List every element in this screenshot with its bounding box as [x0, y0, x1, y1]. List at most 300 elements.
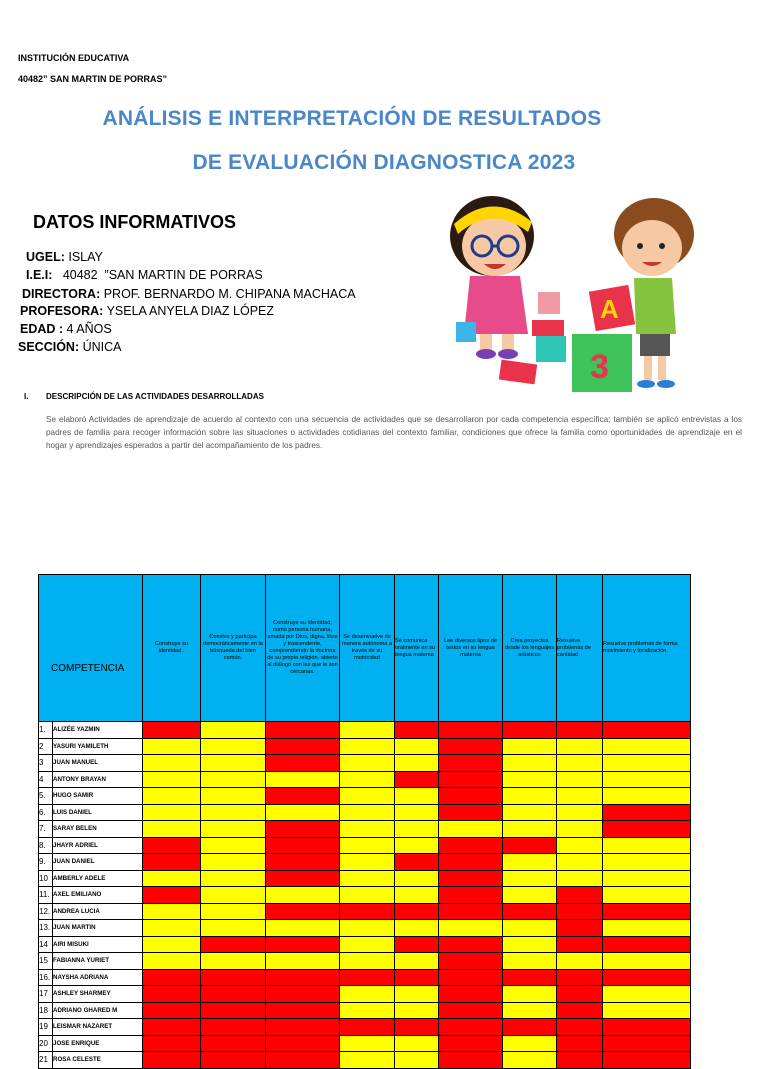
result-cell-red: [201, 1052, 266, 1069]
row-number: 12.: [39, 903, 53, 920]
result-cell-red: [439, 870, 503, 887]
result-cell-yellow: [503, 1035, 557, 1052]
table-row: [39, 870, 691, 887]
result-cell-red: [395, 1019, 439, 1036]
result-cell-yellow: [266, 953, 340, 970]
result-cell-red: [603, 969, 691, 986]
row-number: 7.: [39, 821, 53, 838]
result-cell-yellow: [340, 821, 395, 838]
result-cell-red: [603, 804, 691, 821]
result-cell-yellow: [395, 870, 439, 887]
red-bar-block: [499, 360, 537, 385]
result-cell-yellow: [201, 738, 266, 755]
result-cell-yellow: [557, 738, 603, 755]
student-name: ALIZÉE YAZMIN: [53, 722, 143, 739]
column-header: Se comunica oralmente en su lengua materna: [395, 575, 439, 722]
result-cell-yellow: [201, 788, 266, 805]
result-cell-red: [439, 1035, 503, 1052]
result-cell-red: [201, 1035, 266, 1052]
seccion-line: [18, 340, 122, 354]
pink-block: [538, 292, 560, 314]
svg-text:A: A: [600, 294, 619, 324]
student-name: ASHLEY SHARMEY: [53, 986, 143, 1003]
result-cell-yellow: [557, 804, 603, 821]
result-cell-yellow: [557, 755, 603, 772]
result-cell-yellow: [395, 953, 439, 970]
result-cell-red: [439, 804, 503, 821]
result-cell-yellow: [395, 1002, 439, 1019]
result-cell-red: [143, 837, 201, 854]
result-cell-yellow: [340, 854, 395, 871]
result-cell-yellow: [143, 755, 201, 772]
row-number: 6.: [39, 804, 53, 821]
result-cell-red: [201, 936, 266, 953]
result-cell-yellow: [503, 870, 557, 887]
student-name: JUAN MARTIN: [53, 920, 143, 937]
result-cell-yellow: [340, 986, 395, 1003]
ugel-label: UGEL:: [26, 250, 65, 264]
result-cell-yellow: [603, 771, 691, 788]
result-cell-yellow: [603, 920, 691, 937]
result-cell-yellow: [503, 804, 557, 821]
edad-value: 4 AÑOS: [63, 322, 112, 336]
result-cell-red: [603, 1019, 691, 1036]
result-cell-yellow: [557, 854, 603, 871]
result-cell-red: [557, 1002, 603, 1019]
iei-label: I.E.I:: [26, 268, 53, 282]
result-cell-yellow: [557, 953, 603, 970]
result-cell-yellow: [395, 1035, 439, 1052]
result-cell-red: [439, 771, 503, 788]
student-name: JOSE ENRIQUE: [53, 1035, 143, 1052]
result-cell-red: [503, 1019, 557, 1036]
table-row: [39, 722, 691, 739]
result-cell-red: [557, 986, 603, 1003]
student-name: JUAN DANIEL: [53, 854, 143, 871]
row-number: 5.: [39, 788, 53, 805]
result-cell-yellow: [503, 755, 557, 772]
result-cell-yellow: [201, 722, 266, 739]
result-cell-red: [143, 1052, 201, 1069]
result-cell-yellow: [201, 755, 266, 772]
result-cell-red: [266, 1002, 340, 1019]
result-cell-yellow: [503, 771, 557, 788]
result-cell-red: [143, 986, 201, 1003]
result-cell-yellow: [340, 837, 395, 854]
result-cell-red: [503, 722, 557, 739]
table-row: [39, 920, 691, 937]
result-cell-yellow: [340, 870, 395, 887]
table-row: [39, 804, 691, 821]
page-title-line1: ANÁLISIS E INTERPRETACIÓN DE RESULTADOS: [102, 107, 602, 130]
result-cell-yellow: [143, 870, 201, 887]
row-number: 20: [39, 1035, 53, 1052]
row-number: 17: [39, 986, 53, 1003]
result-cell-red: [439, 1052, 503, 1069]
row-number: 13.: [39, 920, 53, 937]
column-header: Construye su identidad .: [143, 575, 201, 722]
result-cell-yellow: [340, 1035, 395, 1052]
result-cell-yellow: [603, 755, 691, 772]
result-cell-yellow: [201, 821, 266, 838]
result-cell-yellow: [340, 804, 395, 821]
result-cell-red: [439, 903, 503, 920]
profesora-value: YSELA ANYELA DIAZ LÓPEZ: [103, 304, 275, 318]
result-cell-yellow: [143, 804, 201, 821]
result-cell-red: [201, 1019, 266, 1036]
result-cell-yellow: [340, 920, 395, 937]
result-cell-yellow: [201, 870, 266, 887]
table-row: [39, 903, 691, 920]
teal-block: [536, 336, 566, 362]
row-number: 19: [39, 1019, 53, 1036]
result-cell-red: [439, 969, 503, 986]
result-cell-red: [503, 969, 557, 986]
result-cell-red: [439, 722, 503, 739]
result-cell-yellow: [266, 920, 340, 937]
result-cell-yellow: [503, 887, 557, 904]
result-cell-red: [266, 854, 340, 871]
student-name: ROSA CELESTE: [53, 1052, 143, 1069]
result-cell-red: [266, 821, 340, 838]
table-body: [39, 722, 691, 1069]
result-cell-red: [439, 738, 503, 755]
table-row: [39, 1035, 691, 1052]
result-cell-yellow: [143, 788, 201, 805]
result-cell-yellow: [340, 722, 395, 739]
result-cell-yellow: [557, 870, 603, 887]
result-cell-yellow: [340, 755, 395, 772]
result-cell-red: [395, 722, 439, 739]
result-cell-red: [143, 1002, 201, 1019]
table-row: [39, 936, 691, 953]
result-cell-red: [266, 1019, 340, 1036]
table-row: [39, 1002, 691, 1019]
student-name: JHAYR ADRIEL: [53, 837, 143, 854]
edad-label: EDAD :: [20, 322, 64, 336]
column-header: Resuelve problemas de forma movimiento y localización.: [603, 575, 691, 722]
result-cell-red: [143, 1019, 201, 1036]
row-number: 2: [39, 738, 53, 755]
result-cell-yellow: [603, 788, 691, 805]
student-name: NAYSHA ADRIANA: [53, 969, 143, 986]
result-cell-red: [603, 821, 691, 838]
result-cell-yellow: [395, 755, 439, 772]
table-row: [39, 986, 691, 1003]
result-cell-red: [503, 903, 557, 920]
row-number: 18: [39, 1002, 53, 1019]
result-cell-yellow: [266, 804, 340, 821]
table-row: [39, 738, 691, 755]
result-cell-red: [439, 887, 503, 904]
result-cell-red: [603, 936, 691, 953]
result-cell-yellow: [503, 821, 557, 838]
result-cell-yellow: [603, 738, 691, 755]
result-cell-yellow: [395, 1052, 439, 1069]
column-header: Construye su identidad, como persona humana, amada por Dios, digna, libre y trascendente, comprendiendo la doctrina de su propia religión, abierto al diálogo con las que le son cercanas.: [266, 575, 340, 722]
result-cell-red: [439, 837, 503, 854]
result-cell-red: [266, 969, 340, 986]
iei-line: [26, 268, 263, 282]
result-cell-red: [201, 969, 266, 986]
result-cell-red: [439, 755, 503, 772]
result-cell-yellow: [201, 887, 266, 904]
row-number: 1.: [39, 722, 53, 739]
row-number: 11.: [39, 887, 53, 904]
row-number: 3: [39, 755, 53, 772]
result-cell-yellow: [503, 738, 557, 755]
row-number: 21: [39, 1052, 53, 1069]
student-name: YASURI YAMILETH: [53, 738, 143, 755]
edad-line: [20, 322, 112, 336]
result-cell-yellow: [603, 887, 691, 904]
student-name: FABIANNA YURIET: [53, 953, 143, 970]
result-cell-yellow: [503, 920, 557, 937]
result-cell-red: [143, 1035, 201, 1052]
result-cell-red: [266, 1052, 340, 1069]
result-cell-yellow: [603, 1002, 691, 1019]
directora-value: PROF. BERNARDO M. CHIPANA MACHACA: [100, 287, 356, 301]
result-cell-red: [503, 837, 557, 854]
svg-text:3: 3: [590, 348, 609, 386]
result-cell-yellow: [395, 920, 439, 937]
description-number: I.: [24, 392, 29, 401]
result-cell-red: [395, 854, 439, 871]
row-number: 16.: [39, 969, 53, 986]
result-cell-yellow: [503, 854, 557, 871]
student-name: LUIS DANIEL: [53, 804, 143, 821]
result-cell-red: [557, 969, 603, 986]
row-number: 8.: [39, 837, 53, 854]
result-cell-red: [266, 788, 340, 805]
result-cell-yellow: [557, 788, 603, 805]
ugel-line: [26, 250, 103, 264]
table-row: [39, 771, 691, 788]
result-cell-red: [603, 903, 691, 920]
result-cell-yellow: [395, 986, 439, 1003]
result-cell-red: [266, 837, 340, 854]
result-cell-yellow: [340, 1052, 395, 1069]
result-cell-yellow: [503, 936, 557, 953]
result-cell-yellow: [143, 738, 201, 755]
result-cell-red: [557, 920, 603, 937]
result-cell-yellow: [201, 837, 266, 854]
result-cell-red: [143, 969, 201, 986]
row-number: 4: [39, 771, 53, 788]
competencia-header: COMPETENCIA: [39, 575, 143, 722]
profesora-line: [20, 304, 274, 318]
result-cell-yellow: [557, 821, 603, 838]
table-row: [39, 953, 691, 970]
result-cell-yellow: [503, 788, 557, 805]
result-cell-red: [266, 903, 340, 920]
result-cell-yellow: [503, 953, 557, 970]
result-cell-yellow: [201, 854, 266, 871]
result-cell-red: [201, 986, 266, 1003]
student-name: AIRI MISUKI: [53, 936, 143, 953]
table-row: [39, 854, 691, 871]
result-cell-yellow: [340, 771, 395, 788]
table-row: [39, 1052, 691, 1069]
result-cell-yellow: [395, 788, 439, 805]
student-name: JUAN MANUEL: [53, 755, 143, 772]
results-table: [38, 574, 691, 1069]
result-cell-yellow: [340, 738, 395, 755]
result-cell-red: [439, 953, 503, 970]
result-cell-red: [266, 936, 340, 953]
datos-heading: DATOS INFORMATIVOS: [33, 212, 237, 232]
result-cell-yellow: [395, 821, 439, 838]
result-cell-red: [201, 1002, 266, 1019]
result-cell-yellow: [603, 870, 691, 887]
row-number: 10: [39, 870, 53, 887]
student-name: SARAY BELEN: [53, 821, 143, 838]
result-cell-red: [603, 722, 691, 739]
result-cell-yellow: [340, 887, 395, 904]
result-cell-yellow: [266, 771, 340, 788]
result-cell-yellow: [503, 1002, 557, 1019]
iei-value: 40482 ”SAN MARTIN DE PORRAS: [52, 268, 263, 282]
table-row: [39, 887, 691, 904]
result-cell-yellow: [340, 936, 395, 953]
student-name: ANDREA LUCIA: [53, 903, 143, 920]
result-cell-red: [439, 1002, 503, 1019]
result-cell-red: [439, 854, 503, 871]
table-header-row: [39, 575, 691, 722]
result-cell-red: [266, 722, 340, 739]
result-cell-yellow: [603, 953, 691, 970]
institution-name: 40482” SAN MARTIN DE PORRAS”: [18, 74, 168, 84]
seccion-label: SECCIÓN:: [18, 340, 80, 354]
result-cell-red: [603, 1052, 691, 1069]
result-cell-yellow: [143, 953, 201, 970]
result-cell-yellow: [557, 837, 603, 854]
result-cell-red: [143, 854, 201, 871]
result-cell-yellow: [439, 920, 503, 937]
seccion-value: ÚNICA: [79, 340, 122, 354]
result-cell-yellow: [395, 738, 439, 755]
result-cell-yellow: [340, 1002, 395, 1019]
result-cell-yellow: [143, 771, 201, 788]
description-heading-text: DESCRIPCIÓN DE LAS ACTIVIDADES DESARROLLADAS: [46, 392, 264, 401]
student-name: HUGO SAMIR: [53, 788, 143, 805]
result-cell-red: [603, 1035, 691, 1052]
result-cell-red: [143, 887, 201, 904]
result-cell-red: [266, 986, 340, 1003]
result-cell-yellow: [201, 920, 266, 937]
result-cell-red: [557, 1019, 603, 1036]
result-cell-red: [439, 1019, 503, 1036]
result-cell-red: [395, 903, 439, 920]
description-heading: [24, 392, 264, 401]
table-row: [39, 788, 691, 805]
result-cell-yellow: [143, 821, 201, 838]
student-name: ADRIANO GHARED M: [53, 1002, 143, 1019]
result-cell-red: [439, 936, 503, 953]
institution-label: INSTITUCIÓN EDUCATIVA: [18, 53, 130, 63]
directora-label: DIRECTORA:: [22, 287, 101, 301]
column-header: Lee diversos tipos de textos en su lengua materna: [439, 575, 503, 722]
result-cell-yellow: [603, 837, 691, 854]
result-cell-yellow: [603, 986, 691, 1003]
result-cell-red: [340, 1019, 395, 1036]
row-number: 14: [39, 936, 53, 953]
student-name: ANTONY BRAYAN: [53, 771, 143, 788]
result-cell-red: [340, 969, 395, 986]
result-cell-red: [557, 1035, 603, 1052]
student-name: AXEL EMILIANO: [53, 887, 143, 904]
result-cell-yellow: [503, 1052, 557, 1069]
result-cell-red: [395, 969, 439, 986]
red-block: [532, 320, 564, 336]
table-row: [39, 837, 691, 854]
result-cell-red: [266, 1035, 340, 1052]
result-cell-yellow: [143, 903, 201, 920]
result-cell-yellow: [395, 837, 439, 854]
table-row: [39, 755, 691, 772]
description-text: Se elaboró Actividades de aprendizaje de acuerdo al contexto con una secuencia de actividades que se desarrollaron por cada competencia específica; también se aplicó entrevistas a los padres de familia para recoger información sobre las situaciones o actividades cotidianas del contexto familiar, condiciones que ofrece la familia como oportunidades de aprendizaje en el hogar y aprendizajes esperados a partir del acompañamiento de los padres.: [46, 415, 742, 450]
result-cell-yellow: [503, 986, 557, 1003]
result-cell-yellow: [143, 936, 201, 953]
result-cell-yellow: [201, 771, 266, 788]
result-cell-yellow: [201, 804, 266, 821]
result-cell-red: [266, 738, 340, 755]
blue-block: [456, 322, 476, 342]
table-row: [39, 821, 691, 838]
table-row: [39, 1019, 691, 1036]
page-title-line2: DE EVALUACIÓN DIAGNOSTICA 2023: [192, 151, 576, 174]
result-cell-yellow: [266, 887, 340, 904]
result-cell-yellow: [340, 953, 395, 970]
result-cell-red: [557, 722, 603, 739]
result-cell-red: [266, 755, 340, 772]
result-cell-red: [395, 771, 439, 788]
result-cell-yellow: [201, 903, 266, 920]
student-name: AMBERLY ADELE: [53, 870, 143, 887]
result-cell-red: [439, 986, 503, 1003]
result-cell-red: [266, 870, 340, 887]
children-blocks-illustration: [440, 184, 708, 396]
column-header: Se desenvuelve de manera autónoma a través de su motricidad: [340, 575, 395, 722]
result-cell-yellow: [395, 804, 439, 821]
result-cell-red: [557, 936, 603, 953]
column-header: Resuelve problemas de cantidad: [557, 575, 603, 722]
result-cell-red: [557, 903, 603, 920]
profesora-label: PROFESORA:: [20, 304, 104, 318]
result-cell-yellow: [557, 771, 603, 788]
row-number: 9.: [39, 854, 53, 871]
table-row: [39, 969, 691, 986]
result-cell-yellow: [201, 953, 266, 970]
directora-line: [22, 287, 356, 301]
result-cell-red: [340, 903, 395, 920]
result-cell-red: [395, 936, 439, 953]
result-cell-yellow: [603, 854, 691, 871]
column-header: Crea proyectos desde los lenguajes artísticos: [503, 575, 557, 722]
result-cell-red: [143, 722, 201, 739]
row-number: 15: [39, 953, 53, 970]
result-cell-yellow: [439, 821, 503, 838]
column-header: Convive y participa democráticamente en la búsqueda del bien común.: [201, 575, 266, 722]
result-cell-yellow: [143, 920, 201, 937]
ugel-value: ISLAY: [64, 250, 103, 264]
result-cell-red: [557, 887, 603, 904]
result-cell-red: [439, 788, 503, 805]
result-cell-yellow: [340, 788, 395, 805]
result-cell-red: [557, 1052, 603, 1069]
student-name: LEISMAR NAZARET: [53, 1019, 143, 1036]
result-cell-yellow: [395, 887, 439, 904]
